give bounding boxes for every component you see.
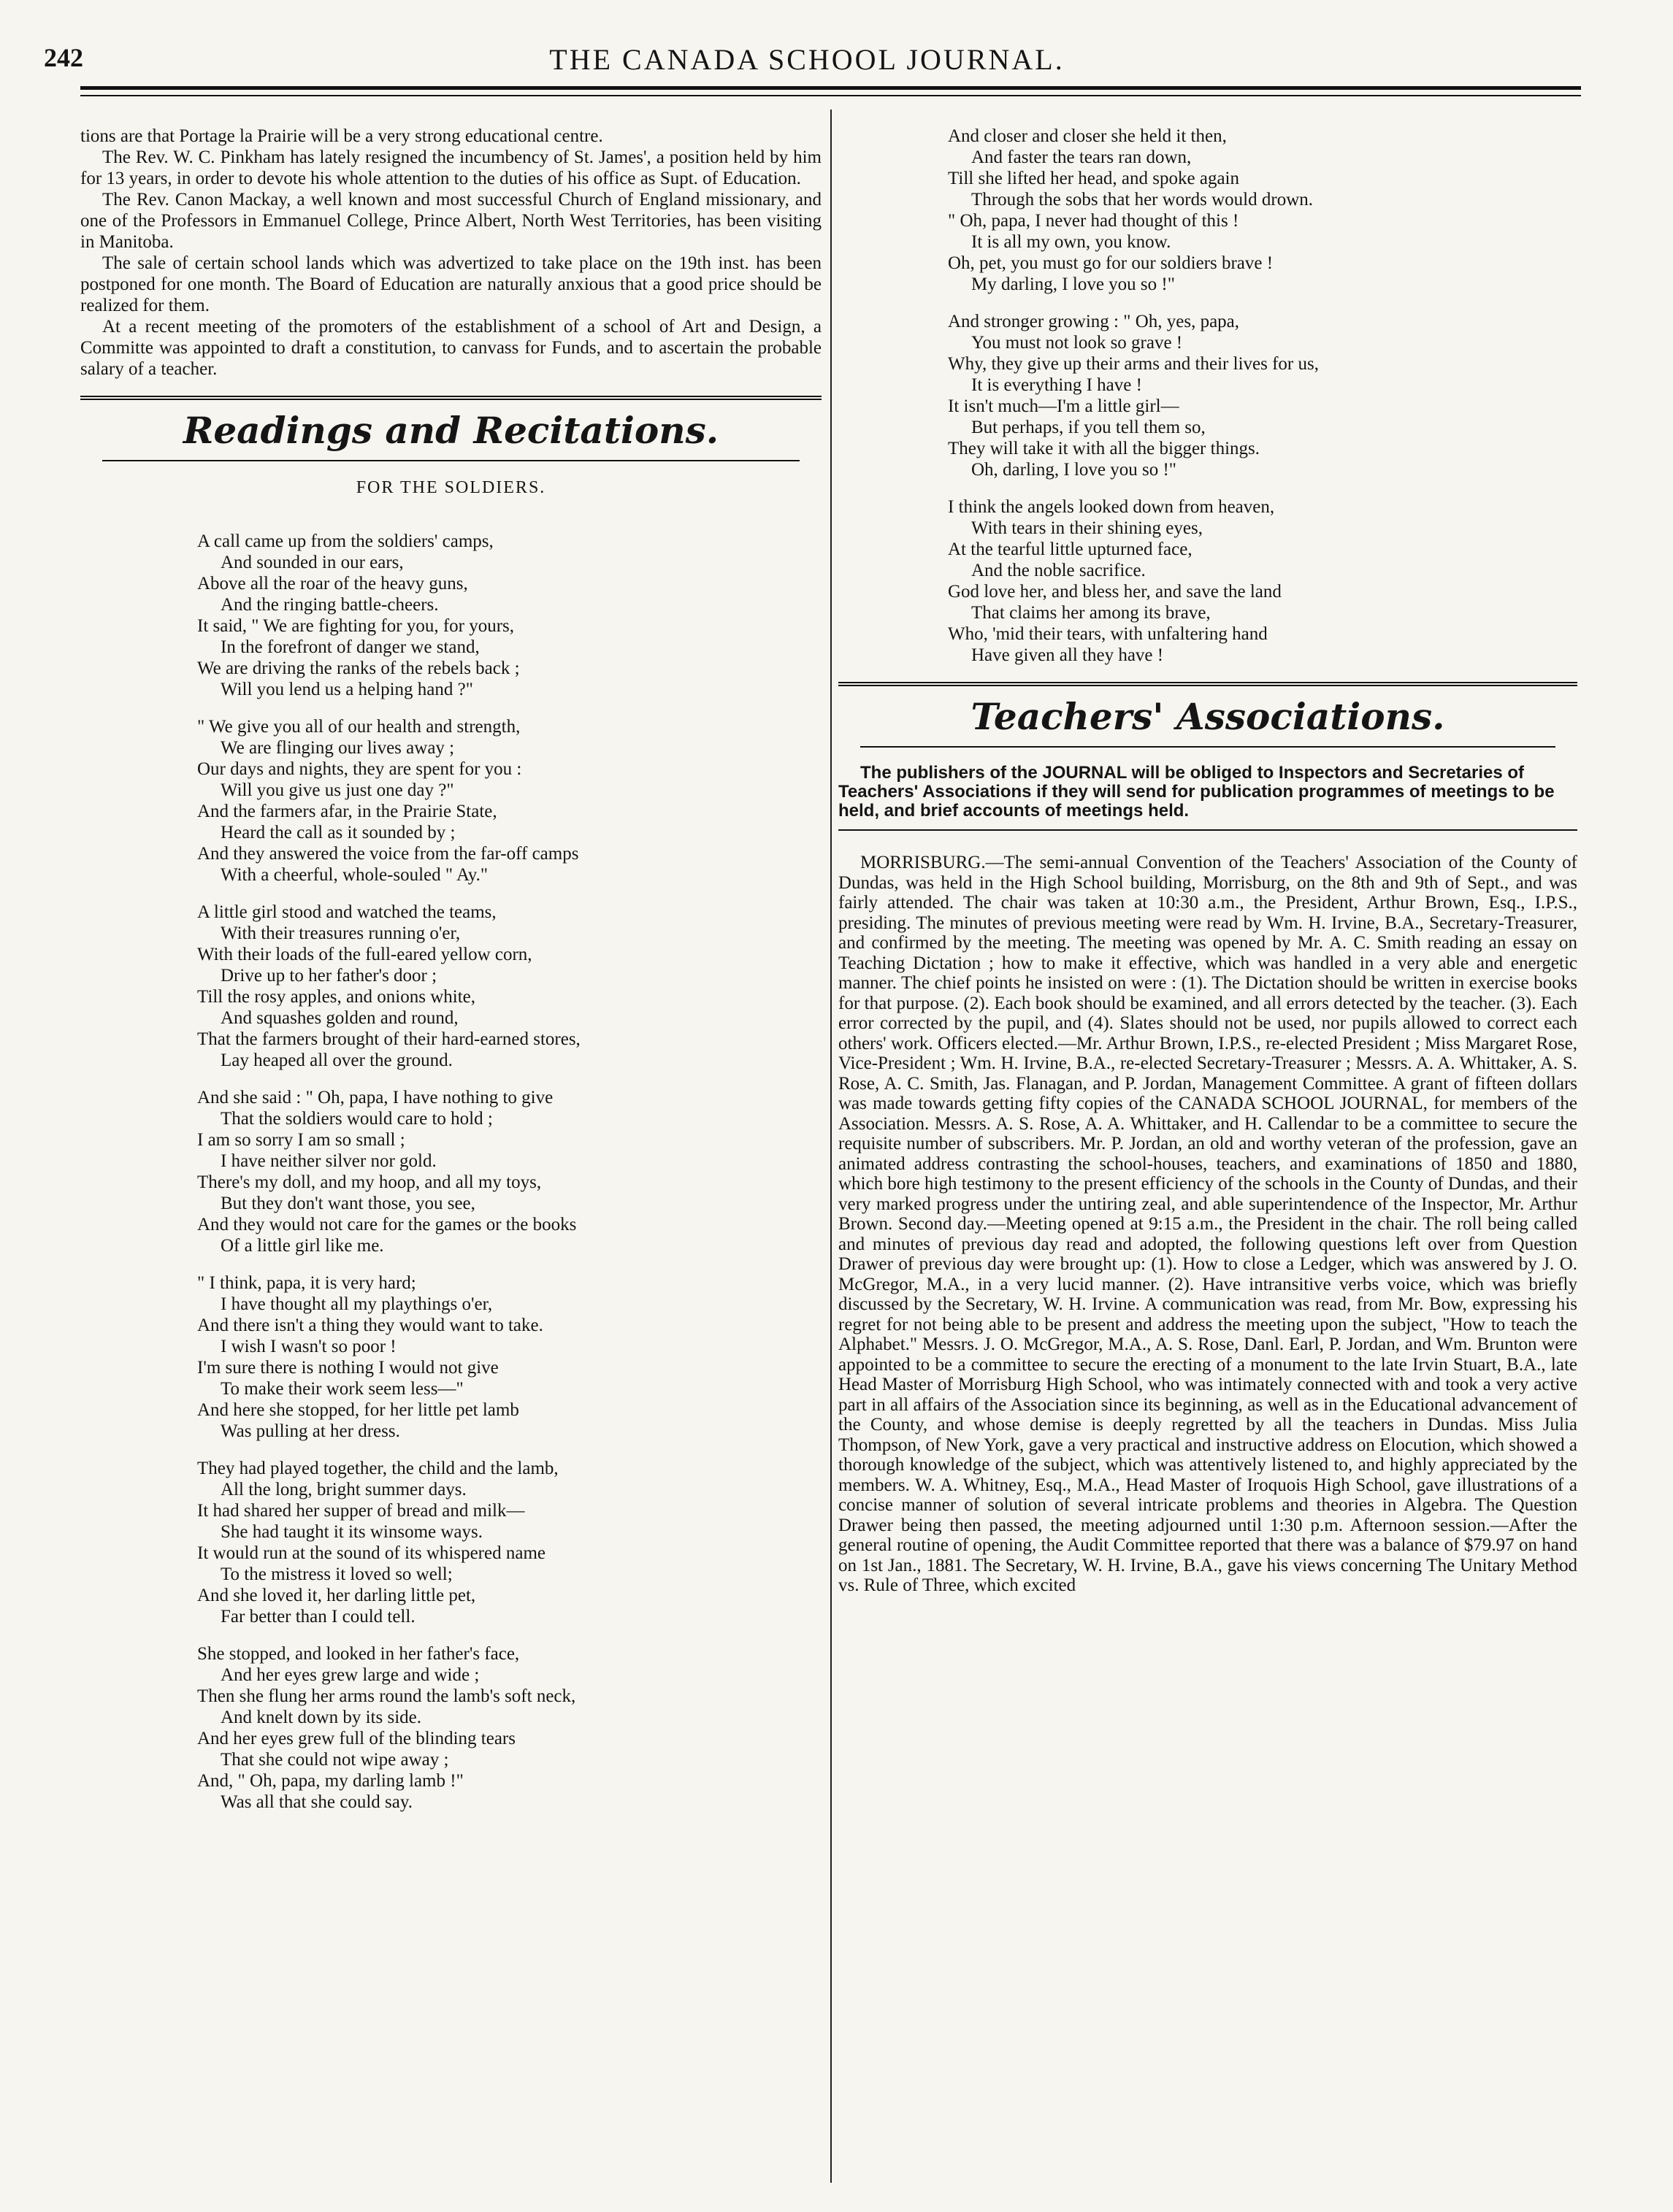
poem-line: It is everything I have ! [971, 375, 1142, 395]
poem-line: Lay heaped all over the ground. [221, 1051, 453, 1070]
poem-line: To the mistress it loved so well; [221, 1564, 453, 1584]
news-paragraph: The Rev. Canon Mackay, a well known and most successful Church of England missionary, and one of the Professors in Emmanuel College, Prince Albert, North West Territories, has been visiting in Manitoba. [80, 190, 822, 252]
poem-line: Far better than I could tell. [221, 1607, 416, 1627]
poem-line: Will you give us just one day ?" [221, 780, 454, 800]
poem-line: And squashes golden and round, [221, 1008, 459, 1028]
poem-line: And her eyes grew full of the blinding tears [197, 1729, 516, 1748]
poem-stanza [197, 1643, 822, 1813]
poem-line: Why, they give up their arms and their lives for us, [948, 354, 1319, 374]
poem-line: She had taught it its winsome ways. [221, 1522, 483, 1542]
readings-heading: Readings and Recitations. [183, 409, 719, 452]
poem-line: With tears in their shining eyes, [971, 518, 1203, 538]
poem-stanza [948, 126, 1577, 295]
news-paragraph: At a recent meeting of the promoters of the establishment of a school of Art and Design, a Committe was appointed to draft a constitution, to canvass for Funds, and to ascertain the probable salary of a teacher. [80, 317, 822, 379]
news-paragraph: The Rev. W. C. Pinkham has lately resigned the incumbency of St. James', a position held by him for 13 years, in order to devote his whole attention to the duties of his office as Supt. of Education. [80, 147, 822, 188]
poem-stanza [948, 311, 1577, 480]
poem-stanza [197, 1272, 822, 1442]
poem-stanza [197, 902, 822, 1071]
poem-stanza [948, 496, 1577, 666]
poem-line: And the farmers afar, in the Prairie State, [197, 802, 497, 821]
poem-line: And here she stopped, for her little pet lamb [197, 1400, 519, 1420]
right-column [838, 126, 1577, 1596]
left-column [80, 126, 822, 1829]
poem-line: Oh, darling, I love you so !" [971, 460, 1176, 480]
poem-line: And stronger growing : " Oh, yes, papa, [948, 312, 1240, 331]
poem-line: We are flinging our lives away ; [221, 738, 455, 758]
poem-line: And they answered the voice from the far-off camps [197, 844, 579, 864]
poem-line: I wish I wasn't so poor ! [221, 1337, 397, 1356]
poem-line: Who, 'mid their tears, with unfaltering hand [948, 624, 1268, 644]
poem-line: And the ringing battle-cheers. [221, 595, 439, 615]
poem-line: " We give you all of our health and strength, [197, 717, 521, 737]
header-rule [80, 86, 1581, 90]
poem-line: Through the sobs that her words would drown. [971, 190, 1313, 210]
poem-line: Then she flung her arms round the lamb's soft neck, [197, 1686, 576, 1706]
poem-line: And knelt down by its side. [221, 1708, 421, 1727]
poem-line: Oh, pet, you must go for our soldiers brave ! [948, 253, 1274, 273]
section-rule [80, 396, 822, 400]
poem-line: All the long, bright summer days. [221, 1480, 467, 1499]
poem-line: There's my doll, and my hoop, and all my toys, [197, 1172, 542, 1192]
poem-line: My darling, I love you so !" [971, 274, 1175, 294]
poem-line: God love her, and bless her, and save the land [948, 582, 1282, 602]
poem-right [948, 126, 1577, 666]
poem-line: A little girl stood and watched the teams, [197, 902, 497, 922]
heading-rule [860, 746, 1555, 748]
poem-line: And there isn't a thing they would want to take. [197, 1316, 543, 1335]
section-rule [838, 682, 1577, 686]
poem-line: They will take it with all the bigger things. [948, 439, 1260, 458]
poem-line: She stopped, and looked in her father's face, [197, 1644, 520, 1664]
poem-line: Have given all they have ! [971, 645, 1164, 665]
poem-line: Was all that she could say. [221, 1792, 413, 1812]
poem-line: A call came up from the soldiers' camps, [197, 531, 494, 551]
news-paragraph: tions are that Portage la Prairie will be a very strong educational centre. [80, 126, 603, 146]
poem-line: I have neither silver nor gold. [221, 1151, 437, 1171]
poem-line: Till she lifted her head, and spoke again [948, 169, 1239, 188]
poem-line: But they don't want those, you see, [221, 1194, 475, 1213]
poem-line: It would run at the sound of its whispered name [197, 1543, 545, 1563]
poem-line: And closer and closer she held it then, [948, 126, 1227, 146]
poem-stanza [197, 1458, 822, 1627]
publishers-notice: The publishers of the JOURNAL will be obliged to Inspectors and Secretaries of Teachers' Associations if they will send for publication programmes of meetings to be held, and brief accounts of meetings held. [838, 763, 1555, 821]
poem-line: It isn't much—I'm a little girl— [948, 396, 1179, 416]
poem-line: With their loads of the full-eared yellow corn, [197, 945, 532, 964]
poem-stanza [197, 1087, 822, 1256]
poem-line: And they would not care for the games or the books [197, 1215, 577, 1234]
poem-left [197, 531, 822, 1813]
poem-line: That the soldiers would care to hold ; [221, 1109, 493, 1129]
poem-line: It is all my own, you know. [971, 232, 1171, 252]
poem-line: We are driving the ranks of the rebels back ; [197, 658, 520, 678]
poem-line: And she loved it, her darling little pet, [197, 1586, 476, 1605]
poem-line: That claims her among its brave, [971, 603, 1211, 623]
poem-line: That she could not wipe away ; [221, 1750, 449, 1770]
poem-line: It had shared her supper of bread and milk— [197, 1501, 525, 1521]
poem-line: That the farmers brought of their hard-earned stores, [197, 1029, 581, 1049]
poem-line: You must not look so grave ! [971, 333, 1183, 353]
poem-line: Heard the call as it sounded by ; [221, 823, 456, 842]
poem-line: Above all the roar of the heavy guns, [197, 574, 468, 594]
poem-line: And, " Oh, papa, my darling lamb !" [197, 1771, 464, 1791]
poem-line: Our days and nights, they are spent for you : [197, 759, 522, 779]
news-paragraph: The sale of certain school lands which was advertized to take place on the 19th inst. has been postponed for one month. The Board of Education are naturally anxious that a good price should be realized for them. [80, 253, 822, 315]
column-divider [830, 110, 832, 2183]
poem-line: With their treasures running o'er, [221, 923, 461, 943]
page-number: 242 [44, 43, 83, 72]
morrisburg-report: MORRISBURG.—The semi-annual Convention of the Teachers' Association of the County of Dundas, was held in the High School building, Morrisburg, on the 8th and 9th of Sept., and was fairly attended. The chair was taken at 10:30 a.m., the President, Arthur Brown, Esq., I.P.S., presiding. The minutes of previous meeting were read by Wm. H. Irvine, B.A., Secretary-Treasurer, and confirmed by the meeting. The meeting was opened by Mr. A. C. Smith reading an essay on Teaching Dictation ; how to make it effective, which was handled in a very able and energetic manner. The chief points he insisted on were : (1). The Dictation should be written in exercise books for that purpose. (2). Each book should be examined, and all errors detected by the teacher. (3). Each error corrected by the pupil, and (4). Slates should not be used, nor pupils allowed to correct each others' work. Officers elected.—Mr. Arthur Brown, I.P.S., re-elected President ; Miss Margaret Rose, Vice-President ; Wm. H. Irvine, B.A., re-elected Secretary-Treasurer ; Messrs. A. A. Whittaker, A. S. Rose, A. C. Smith, Jas. Flanagan, and P. Jordan, Management Committee. A grant of fifteen dollars was made towards getting fifty copies of the CANADA SCHOOL JOURNAL, for members of the Association. Messrs. A. S. Rose, A. A. Whittaker, and H. Callendar to be a committee to secure the requisite number of subscribers. Mr. P. Jordan, an old and worthy veteran of the profession, gave an animated address contrasting the school-houses, teachers, and examinations of 1850 and 1880, which bore high testimony to the present efficiency of the schools in the County of Dundas, and their very marked progress under the untiring zeal, and able superintendence of the Inspector, Mr. Arthur Brown. Second day.—Meeting opened at 9:15 a.m., the President in the chair. The roll being called and minutes of previous day read and adopted, the following questions left over from Question Drawer of previous day were brought up: (1). How to close a Ledger, which was answered by J. O. McGregor, M.A., in a very lucid manner. (2). Have intransitive verbs voice, which was briefly discussed by the Secretary, W. H. Irvine. A communication was read, from Mr. Bow, expressing his regret for not being able to be present and address the meeting upon the subject, "How to teach the Alphabet." Messrs. J. O. McGregor, M.A., A. S. Rose, Danl. Earl, P. Jordan, and Wm. Brunton were appointed to be a committee to secure the erecting of a monument to the late Irvin Stuart, B.A., late Head Master of Morrisburg High School, who was intimately connected with and took a very active part in all affairs of the Association since its beginning, as well as in the Educational advancement of the County, and whose demise is deeply regretted by all the teachers in Dundas. Miss Julia Thompson, of New York, gave a very practical and instructive address on Elocution, which showed a thorough knowledge of the subject, which was attentively listened to, and highly appreciated by the members. W. A. Whitney, Esq., M.A., Head Master of Iroquois High School, gave illustrations of a concise manner of solution of several intricate problems and theories in Algebra. The Question Drawer being then passed, the meeting adjourned until 1:30 p.m. Afternoon session.—After the general routine of opening, the Audit Committee reported that there was a balance of $79.97 on hand on 1st Jan., 1881. The Secretary, W. H. Irvine, B.A., gave his views concerning The Unitary Method vs. Rule of Three, which excited [838, 853, 1577, 1595]
poem-line: " Oh, papa, I never had thought of this ! [948, 211, 1239, 231]
heading-rule [102, 460, 799, 461]
poem-line: Of a little girl like me. [221, 1236, 384, 1256]
poem-line: Was pulling at her dress. [221, 1421, 400, 1441]
poem-line: I have thought all my playthings o'er, [221, 1294, 493, 1314]
header-rule-thin [80, 95, 1581, 96]
poem-stanza [197, 531, 822, 700]
manitoba-news [80, 126, 822, 380]
poem-line: In the forefront of danger we stand, [221, 637, 480, 657]
poem-line: And her eyes grew large and wide ; [221, 1665, 480, 1685]
poem-line: To make their work seem less—" [221, 1379, 464, 1399]
poem-line: " I think, papa, it is very hard; [197, 1273, 416, 1293]
poem-line: And sounded in our ears, [221, 553, 404, 572]
poem-line: I think the angels looked down from heaven, [948, 497, 1275, 517]
poem-stanza [197, 716, 822, 886]
poem-line: I am so sorry I am so small ; [197, 1130, 405, 1150]
poem-title: FOR THE SOLDIERS. [356, 478, 546, 497]
poem-line: Till the rosy apples, and onions white, [197, 987, 476, 1007]
poem-line: I'm sure there is nothing I would not give [197, 1358, 499, 1378]
poem-line: At the tearful little upturned face, [948, 539, 1192, 559]
notice-rule [838, 829, 1577, 831]
journal-title: THE CANADA SCHOOL JOURNAL. [549, 43, 1065, 76]
poem-line: And faster the tears ran down, [971, 147, 1192, 167]
poem-line: But perhaps, if you tell them so, [971, 418, 1206, 437]
page-header [44, 42, 1570, 79]
poem-line: With a cheerful, whole-souled " Ay." [221, 865, 489, 885]
poem-line: They had played together, the child and the lamb, [197, 1459, 559, 1478]
poem-line: It said, " We are fighting for you, for yours, [197, 616, 515, 636]
poem-line: Will you lend us a helping hand ?" [221, 680, 473, 699]
poem-line: And the noble sacrifice. [971, 561, 1146, 580]
poem-line: Drive up to her father's door ; [221, 966, 437, 986]
poem-line: And she said : " Oh, papa, I have nothing to give [197, 1088, 554, 1107]
teachers-heading: Teachers' Associations. [971, 695, 1445, 738]
